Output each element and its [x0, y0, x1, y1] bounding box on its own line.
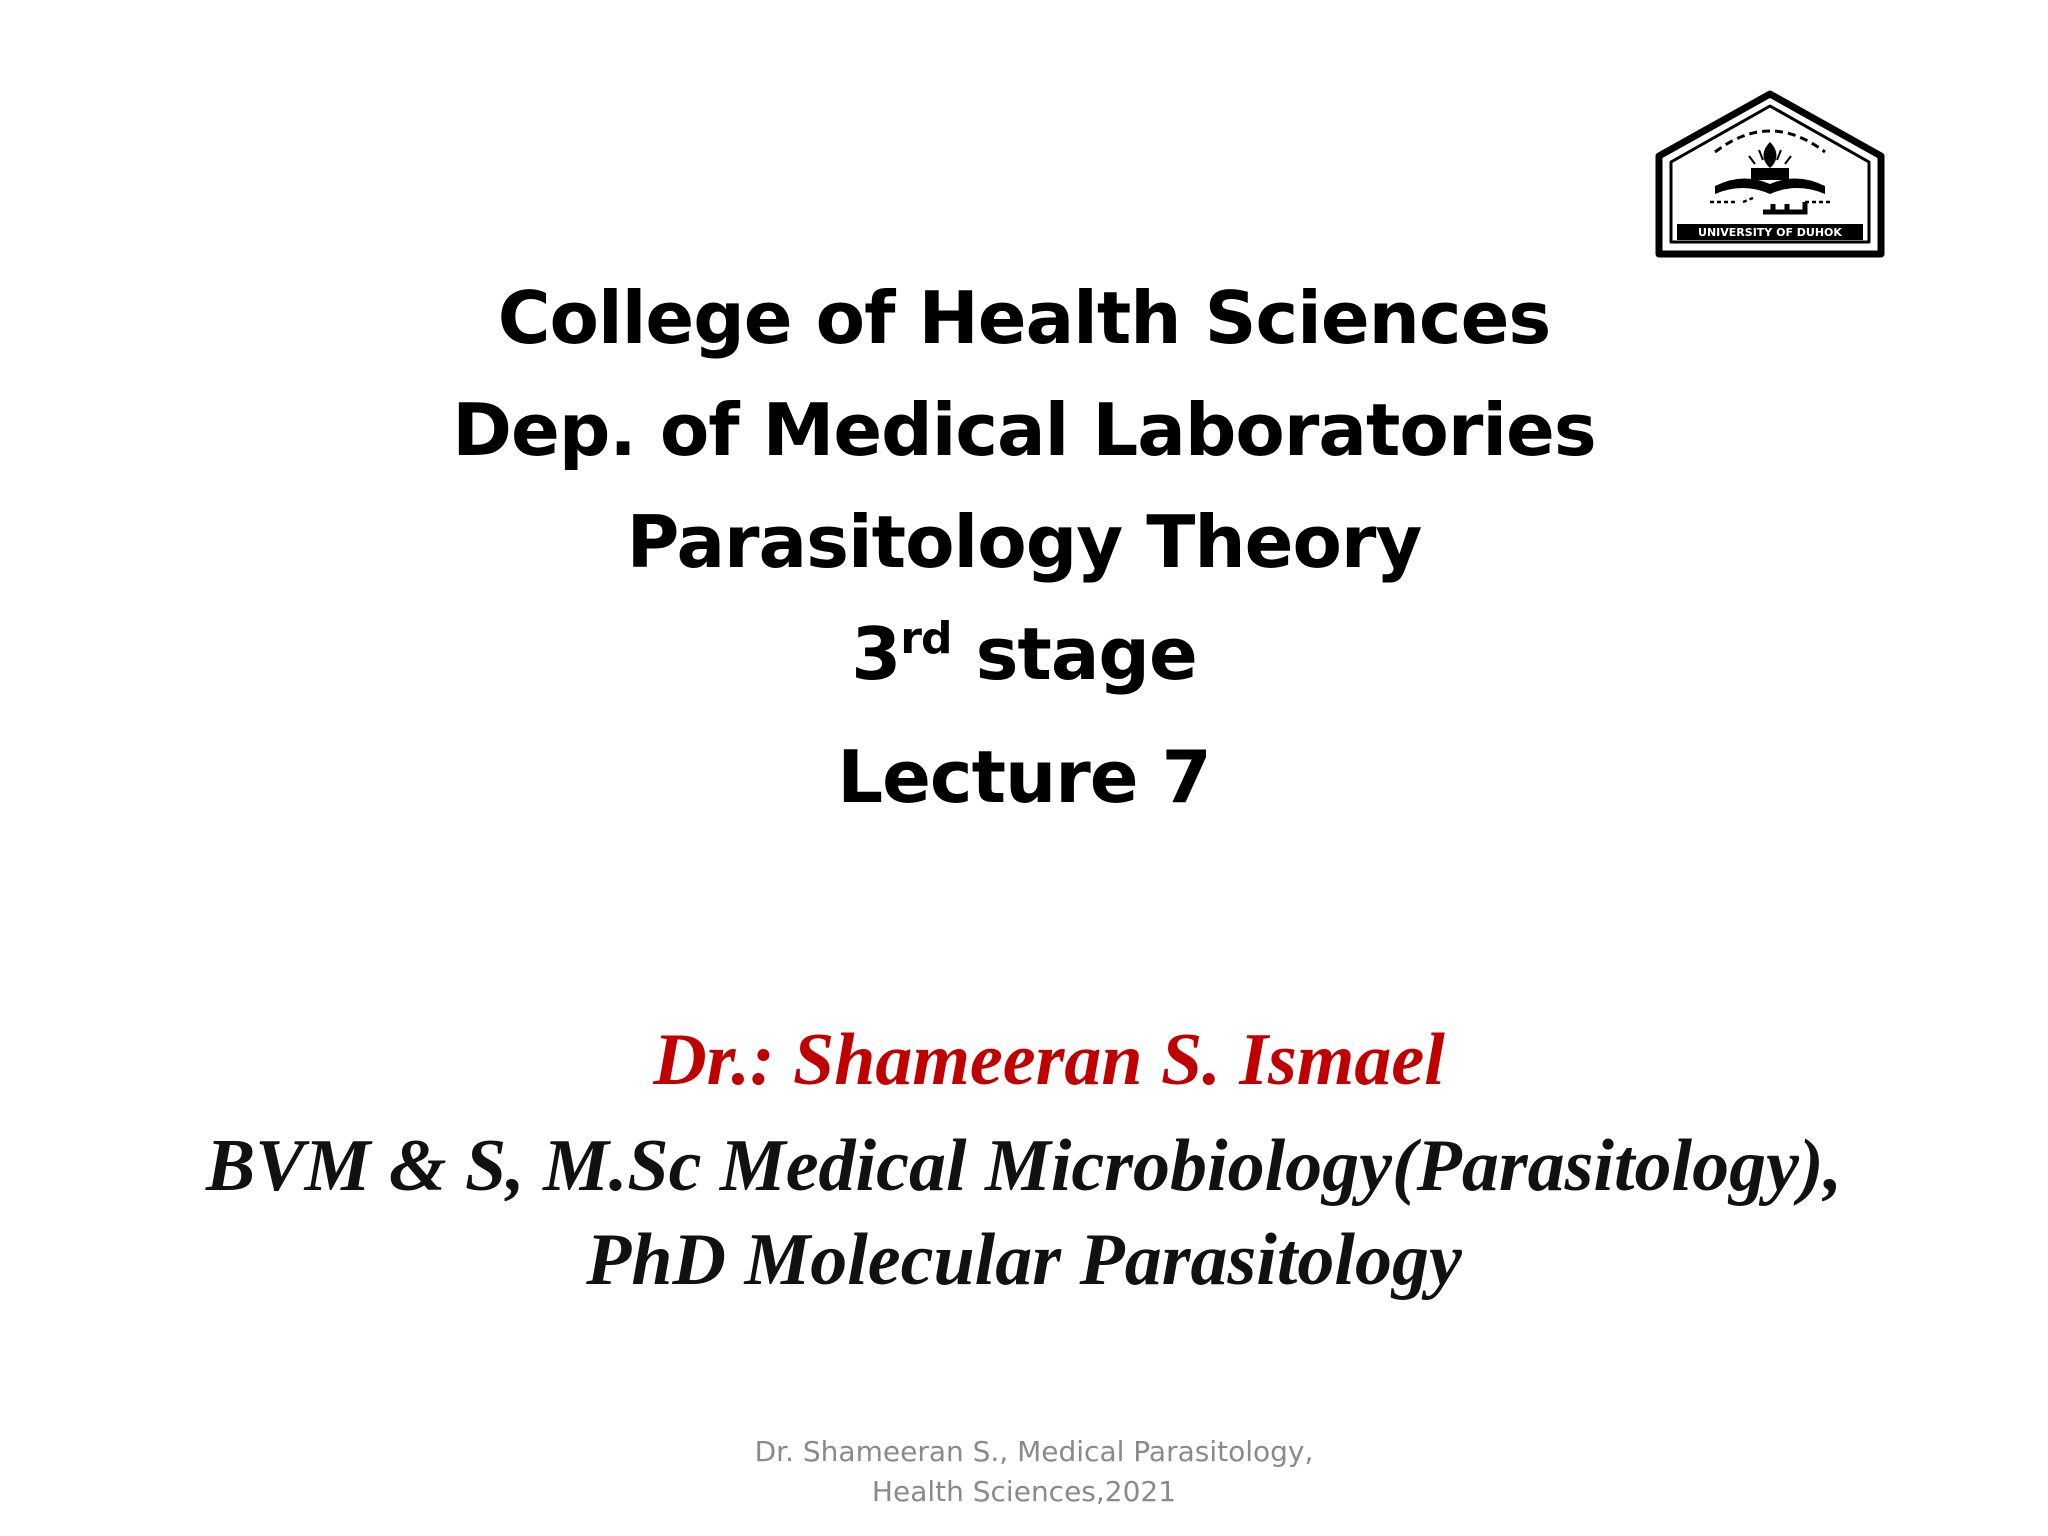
- department-title: Dep. of Medical Laboratories: [452, 388, 1596, 472]
- author-name: Dr.: Shameeran S. Ismael: [653, 1019, 1445, 1101]
- stage-number: 3: [851, 612, 901, 696]
- course-title: Parasitology Theory: [626, 500, 1422, 584]
- stage-word: stage: [951, 612, 1197, 696]
- footer: [0, 1432, 2048, 1512]
- stage-title: [0, 598, 2048, 721]
- lecture-title: Lecture 7: [837, 735, 1211, 819]
- stage-suffix: rd: [900, 613, 952, 664]
- author-block: [0, 1005, 2048, 1307]
- credentials-line-2: PhD Molecular Parasitology: [586, 1219, 1462, 1301]
- university-seal-icon: [1655, 90, 1885, 258]
- footer-line-1: Dr. Shameeran S., Medical Parasitology,: [754, 1435, 1314, 1468]
- credentials-line-1: BVM & S, M.Sc Medical Microbiology(Parasitology),: [205, 1125, 1843, 1207]
- footer-line-2: Health Sciences,2021: [871, 1475, 1177, 1508]
- college-title: College of Health Sciences: [497, 276, 1551, 360]
- author-credentials: [0, 1119, 2048, 1307]
- logo-text: UNIVERSITY OF DUHOK: [1698, 226, 1842, 239]
- title-block: [0, 262, 2048, 833]
